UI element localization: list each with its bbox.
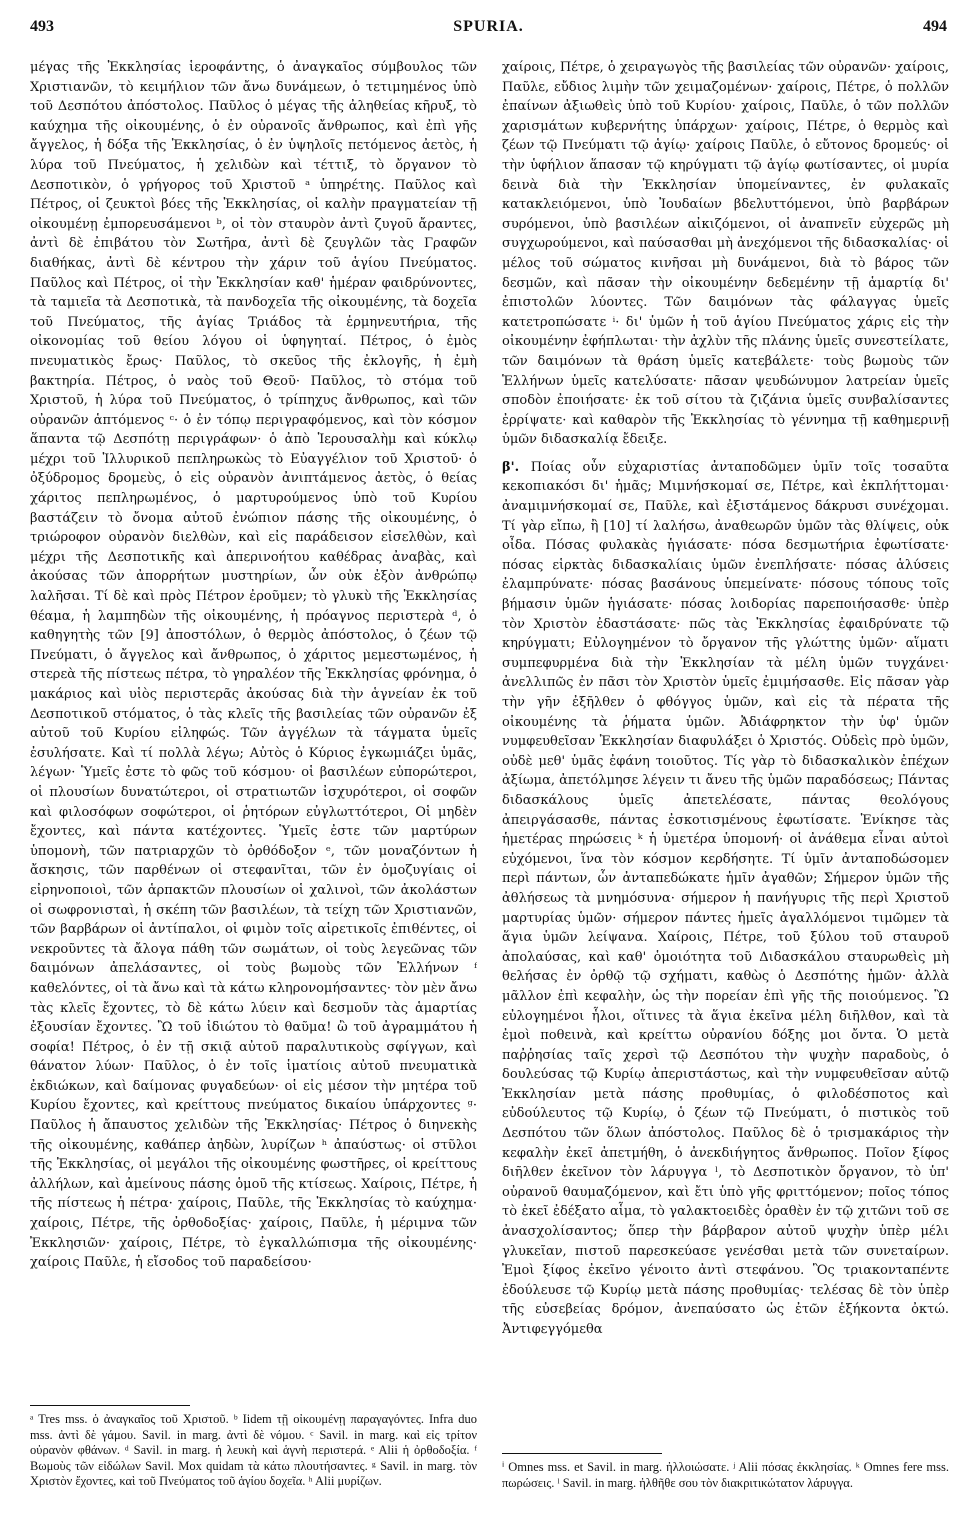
footnote-block-right: ⁱ Omnes mss. et Savil. in marg. ἠλλοιώσατε. ʲ Alii πόσας ἐκκλησίας. ᵏ Omnes fere mss. πωρώσεις. ˡ Savil. in marg. ἠλθῆθε σου τὸν διακριτικώτατον λάρυγγα. (502, 1460, 949, 1490)
running-title: SPURIA. (453, 18, 524, 35)
footnotes-right (502, 1460, 949, 1491)
left-page-number: 493 (30, 18, 54, 35)
footnote-rule-left (30, 1405, 190, 1406)
footnotes-left (30, 1412, 477, 1490)
right-paragraph-2-wrapper (502, 458, 949, 1340)
right-page-number: 494 (923, 18, 947, 35)
section-mark: β'. (502, 459, 520, 475)
right-paragraph-2: Ποίας οὖν εὐχαριστίας ἀνταποδῶμεν ὑμῖν τοῖς τοσαῦτα κεκοπιακόσι δι' ἡμᾶς; Μιμνήσκομαί σε, Πέτρε, καὶ ἐκπλήττομαι· ἀναμιμνήσκομαί σε, Παῦλε, καὶ ἐξιστάμενος δάκρυσι συνέχομαι. Τί γὰρ εἴπω, ἢ [10] τί λαλήσω, ἀναθεωρῶν ὑμῶν τὰς θλίψεις, οὐκ οἶδα. Πόσας φυλακὰς ἡγιάσατε· πόσα δεσμωτήρια ἐφωτίσατε· πόσας εἱρκτὰς διδασκαλίαις ὑμῶν ἐνεπλήσατε· πόσας ἁλύσεις ἐλαμπρύνατε· πόσας βασάνους ὑπεμείνατε· πόσους τόπους τοῖς βήμασιν ὑμῶν ἡγιάσατε· πόσας λοιδορίας παρεποιήσασθε· ὑπὲρ τὸν Χριστὸν ἐδαστάσατε· πῶς τὰς Ἐκκλησίας ἐφαιδρύνατε τῷ κηρύγματι; Εὐλογημένον τὸ ὄργανον τῆς γλώττης ὑμῶν· αἵματι συμπεφυρμένα διὰ τὴν Ἐκκλησίαν τὰ μέλη ὑμῶν τυγχάνει· ἀνελλιπῶς ἐν πᾶσι τὸν Χριστὸν ὑμεῖς ἐμιμήσασθε. Εἰς πᾶσαν γὰρ τὴν γῆν ἐξῆλθεν ὁ φθόγγος ὑμῶν, καὶ εἰς τὰ πέρατα τῆς οἰκουμένης τὰ ῥήματα ὑμῶν. Ἀδιάφρηκτον τὴν ὑφ' ὑμῶν νυμφευθεῖσαν Ἐκκλησίαν διαφυλάξει ὁ Χριστός. Οὐδεὶς πρὸ ὑμῶν, οὐδὲ μεθ' ὑμᾶς ἐφάνη τοιοῦτος. Τίς γὰρ τὸ διδασκαλικὸν ἐπέχων ἀξίωμα, ἀπετόλμησε λέγειν τι ἄνευ τῆς ὑμῶν παραδόσεως; Πάντας διδασκάλους ὑμεῖς ἀπετελέσατε, πάντας θεολόγους ἀπειργάσασθε, πάντας ἐσκοτισμένους ἐφωτίσατε. Ἐνίκησε τὰς ἡμετέρας πηρώσεις ᵏ ἡ ὑμετέρα ὑπομονή· οἱ ἀνάθεμα εἶναι αὐτοὶ εὐχόμενοι, ἵνα τὸν κόσμον κερδήσητε. Τί ὑμῖν ἀνταποδώσομεν περὶ πάντων, ὧν ἀνταπεδώκατε ἡμῖν ἀγαθῶν; Σήμερον ὑμῶν τῆς ἀθλήσεως τὰ μνημόσυνα· σήμερον ἡ πανήγυρις τῆς περὶ Χριστοῦ μαρτυρίας ὑμῶν· σήμερον πάντες ἡμεῖς ἀγαλλόμενοι τιμῶμεν τὰ ἅγια ὑμῶν λείψανα. Χαίροις, Πέτρε, τοῦ ξύλου τοῦ σταυροῦ ἀπολαύσας, καὶ καθ' ὁμοιότητα τοῦ Διδασκάλου σταυρωθεὶς μὴ θελήσας ἐν ὀρθῷ τῷ σχήματι, καθὼς ὁ Δεσπότης ἡμῶν· ἀλλὰ μᾶλλον ἐπὶ κεφαλὴν, ὡς τὴν πορείαν ἐπὶ γῆς τῆς ποιούμενος. Ὢ εὐλογημένοι ἧλοι, οἵτινες τὰ ἅγια ἐκεῖνα μέλη διῆλθον, καὶ τὰ ἐμοὶ ποθεινὰ, καὶ κρείττω οὐρανίου δόξης μοι ὄντα. Ὁ μετὰ παῤῥησίας ταῖς χερσὶ τῷ Δεσπότου τὴν ψυχὴν παραδοὺς, ὁ δουλεύσας τῷ Κυρίῳ ἀπεριστάστως, καὶ τὴν νυμφευθεῖσαν αὐτῷ Ἐκκλησίαν μετὰ πάσης προθυμίας, ὁ φιλοδέσποτος καὶ εὐδούλευτος τῷ Κυρίῳ, ὁ ζέων τῷ Πνεύματι, ὁ πιστικὸς τοῦ Δεσπότου τῶν ὅλων ἀπόστολος. Παῦλος δὲ ὁ τρισμακάριος τὴν κεφαλὴν ἐκεῖ ἀπετμήθη, ὁ ἀνεκδιήγητος ἄνθρωπος. Ποῖον ξίφος διῆλθεν ἐκεῖνον τὸν λάρυγγα ˡ, τὸ Δεσποτικὸν ὄργανον, τὸ ὑπ' οὐρανοῦ θαυμαζόμενον, καὶ ἔτι ὑπὸ γῆς φριττόμενον; ποῖος τόπος τὸ ἐκεῖ ἐδέξατο αἷμα, τὸ γαλακτοειδὲς ὁραθὲν ἐν τῷ χιτῶνι τοῦ σε ἀνασχολίσαντος; ὅπερ τὴν βάρβαρον αὐτοῦ ψυχὴν ὑπὲρ μέλι γλυκεῖαν, πιστοῦ παρεσκεύασε γενέσθαι μετὰ τῶν συνεταίρων. Ἐμοὶ ξίφος ἐκεῖνο γένοιτο ἀντὶ στεφάνου. Ὃς τριακονταπέντε ἐδούλευσε τῷ Κυρίῳ μετὰ πάσης προθυμίας· τελέσας δὲ τὸν ὑπὲρ τῆς εὐσεβείας δρόμον, ἀνεπαύσατο ὡς ἐτῶν ἑξήκοντα ὀκτώ. Ἀντιφεγγόμεθα (502, 459, 949, 1337)
footnote-block-left: ᵃ Tres mss. ὁ ἀναγκαῖος τοῦ Χριστοῦ. ᵇ Iidem τῇ οἰκουμένῃ παραγαγόντες. Infra duo mss. ἀντὶ δὲ γάμου. Savil. in marg. ἀντὶ δὲ νόμου. ᶜ Savil. in marg. καὶ εἰς τρίτον οὐρανὸν φθάνων. ᵈ Savil. in marg. ἡ λευκὴ καὶ ἁγνὴ περιστερά. ᵉ Alii ἡ ὀρθοδοξία. ᶠ Βωμοὺς τῶν εἰδώλων Savil. Mox quidam τὰ κάτω πλουτήσαντες. ᵍ Savil. in marg. τὸν Χριστὸν ἔχοντες, καὶ τοῦ Πνεύματος τοῦ ἁγίου δοχεῖα. ʰ Alii μυρίζων. (30, 1412, 477, 1488)
page-header (30, 8, 947, 38)
right-column (502, 58, 949, 1478)
left-column (30, 58, 477, 1478)
left-column-text: μέγας τῆς Ἐκκλησίας ἱεροφάντης, ὁ ἀναγκαῖος σύμβουλος τῶν Χριστιανῶν, τὸ κειμήλιον τῶν ἄνω δυνάμεων, ὁ τετιμημένος ὑπὸ τοῦ Δεσπότου ἀπόστολος. Παῦλος ὁ μέγας τῆς ἀληθείας κῆρυξ, τὸ καύχημα τῆς οἰκουμένης, ὁ ἐν οὐρανοῖς ἄνθρωπος, καὶ ἐπὶ γῆς ἄγγελος, ἡ δόξα τῆς Ἐκκλησίας, ὁ ἐν ὑψηλοῖς πετόμενος ἀετὸς, ἡ λύρα τοῦ Πνεύματος, ἡ χελιδὼν καὶ τέττιξ, τὸ ὄργανον τὸ Δεσποτικὸν, ὁ γρήγορος τοῦ Χριστοῦ ᵃ ὑπηρέτης. Παῦλος καὶ Πέτρος, οἱ ζευκτοὶ βόες τῆς Ἐκκλησίας, οἱ καλὴν πραγματείαν τῇ οἰκουμένῃ ἐμπορευσάμενοι ᵇ, οἱ τὸν σταυρὸν ἀντὶ ζυγοῦ ἄραντες, ἀντὶ δὲ ἐπιβάτου τὸν Σωτῆρα, ἀντὶ δὲ ζευγλῶν τὰς Γραφῶν διαθήκας, ἀντὶ δὲ κέντρου τὴν χάριν τοῦ ἁγίου Πνεύματος. Παῦλος καὶ Πέτρος, οἱ τὴν Ἐκκλησίαν καθ' ἡμέραν φαιδρύνοντες, τὰ ταμιεῖα τὰ Δεσποτικὰ, τὰ πανδοχεῖα τῆς οἰκουμένης, τὰ δοχεῖα τοῦ Πνεύματος, τῆς ἁγίας Τριάδος τὰ ἑρμηνευτήρια, τῆς οἰκονομίας τοῦ θείου λόγου οἱ ὑφηγηταί. Πέτρος, ὁ ἐμὸς πνευματικὸς ἔρως· Παῦλος, τὸ σκεῦος τῆς ἐκλογῆς, ἡ ἐμὴ βακτηρία. Πέτρος, ὁ ναὸς τοῦ Θεοῦ· Παῦλος, τὸ στόμα τοῦ Χριστοῦ, ἡ λύρα τοῦ Πνεύματος, ὁ τρίπηχυς ἄνθρωπος, καὶ τῶν οὐρανῶν ἁπτόμενος ᶜ· ὁ ἐν τόπῳ περιγραφόμενος, καὶ τὸν κόσμον ἅπαντα τῷ Δεσπότῃ περιγράφων· ὁ ἀπὸ Ἱερουσαλὴμ καὶ κύκλῳ μέχρι τοῦ Ἰλλυρικοῦ πεπληρωκὼς τὸ Εὐαγγέλιον τοῦ Χριστοῦ· ὁ ὀξύδρομος δρομεὺς, ὁ εἰς οὐρανὸν ἀνιπτάμενος ἀετὸς, ὁ θείας χάριτος πεπληρωμένος, ὁ μαρτυρούμενος ὑπὸ τοῦ Κυρίου βαστάζειν τὸ ὄνομα αὐτοῦ ἐνώπιον πάσης τῆς οἰκουμένης, ὁ τριώροφον οὐρανὸν διελθὼν, καὶ εἰς παράδεισον εἰσελθὼν, καὶ μέχρι τῆς Δεσποτικῆς καὶ ἀπερινοήτου καθέδρας ἀναβὰς, καὶ ἀκούσας τῶν ἀπορρήτων μυστηρίων, ὧν οὐκ ἐξὸν ἀνθρώπῳ λαλῆσαι. Τί δὲ καὶ πρὸς Πέτρον ἐροῦμεν; τὸ γλυκὺ τῆς Ἐκκλησίας θέαμα, ἡ λαμπηδὼν τῆς οἰκουμένης, ἡ πρόαγνος περιστερὰ ᵈ, ὁ καθηγητὴς τῶν [9] ἀποστόλων, ὁ θερμὸς ἀπόστολος, ὁ ζέων τῷ Πνεύματι, ὁ ἄγγελος καὶ ἄνθρωπος, ὁ χάριτος μεμεστωμένος, ἡ στερεὰ τῆς πίστεως πέτρα, τὸ γηραλέον τῆς Ἐκκλησίας φρόνημα, ὁ μακάριος καὶ υἱὸς περιστερᾶς ἀκούσας διὰ τὴν ἁγνείαν ἐκ τοῦ Δεσποτικοῦ στόματος, ὁ τὰς κλεῖς τῆς βασιλείας τῶν οὐρανῶν ἐξ αὐτοῦ τοῦ Κυρίου εἰληφώς. Τῶν ἀγγέλων τὰ τάγματα ὑμεῖς ἐσυλήσατε. Καὶ τί πολλὰ λέγω; Αὐτὸς ὁ Κύριος ἐγκωμιάζει ὑμᾶς, λέγων· Ὑμεῖς ἐστε τὸ φῶς τοῦ κόσμου· οἱ βασιλέων εὐπορώτεροι, οἱ πλουσίων δυνατώτεροι, οἱ στρατιωτῶν ἰσχυρότεροι, οἱ σοφῶν καὶ φιλοσόφων σοφώτεροι, οἱ ῥητόρων εὐγλωττότεροι, Οἱ μηδὲν ἔχοντες, καὶ πάντα κατέχοντες. Ὑμεῖς ἐστε τῶν μαρτύρων ὑπομονὴ, τῶν πατριαρχῶν τὸ ὀρθόδοξον ᵉ, τῶν μοναζόντων ἡ ἄσκησις, τῶν παρθένων οἱ στεφανῖται, τῶν ἐν ὁμοζυγίαις οἱ εἰρηνοποιοὶ, τῶν ἁρπακτῶν πλουσίων οἱ χαλινοὶ, τῶν ἀκολάστων οἱ σωφρονισταὶ, ἡ σκέπη τῶν βασιλέων, τὰ τείχη τῶν Χριστιανῶν, τῶν βαρβάρων οἱ ἀντίπαλοι, οἱ φιμὸν τοῖς αἱρετικοῖς ἐπιθέντες, οἱ νεκροῦντες τὰ ἄλογα πάθη τῶν σωμάτων, οἱ τοὺς λεγεῶνας τῶν δαιμόνων ἀπελάσαντες, οἱ τοὺς βωμοὺς τῶν Ἑλλήνων ᶠ καθελόντες, οἱ τὰ ἄνω καὶ τὰ κάτω κληρονομήσαντες· τὸν μὲν ἄνω τὰς κλεῖς ἔχοντες, τὸ δὲ κάτω λύειν καὶ δεσμοῦν τὰς ἁμαρτίας ἐξουσίαν ἔχοντες. Ὢ τοῦ ἰδιώτου τὸ θαῦμα! ὢ τοῦ ἀγραμμάτου ἡ σοφία! Πέτρος, ὁ ἐν τῇ σκιᾷ αὐτοῦ παραλυτικοὺς σφίγγων, καὶ θάνατον λύων· Παῦλος, ὁ ἐν τοῖς ἱματίοις αὐτοῦ πνευματικὰ ἐκδιώκων, καὶ δαίμονας φυγαδεύων· οἱ εἰς μέσον τὴν μητέρα τοῦ Κυρίου ἔχοντες, καὶ κρείττους πνεύματος δικαίου ὑπάρχοντες ᵍ· Παῦλος ἡ ἄπαυστος χελιδὼν τῆς Ἐκκλησίας· Πέτρος ὁ διηνεκὴς τῆς οἰκουμένης, καθάπερ ἀηδὼν, λυρίζων ʰ ἀπαύστως· οἱ στῦλοι τῆς Ἐκκλησίας, οἱ μεγάλοι τῆς οἰκουμένης φωστῆρες, οἱ κρείττους ἀλλήλων, καὶ ἀμείνους πάσης ὁμοῦ τῆς κτίσεως. Χαίροις, Πέτρε, ἡ τῆς πίστεως ἡ πέτρα· χαίροις, Παῦλε, τῆς Ἐκκλησίας τὸ καύχημα· χαίροις, Πέτρε, τῆς ὀρθοδοξίας· χαίροις, Παῦλε, ἡ μέριμνα τῶν Ἐκκλησιῶν· χαίροις, Πέτρε, τὸ ἐγκαλλώπισμα τῆς οἰκουμένης· χαίροις Παῦλε, ἡ εἴσοδος τοῦ παραδείσου· (30, 60, 477, 1271)
right-paragraph-1: χαίροις, Πέτρε, ὁ χειραγωγὸς τῆς βασιλείας τῶν οὐρανῶν· χαίροις, Παῦλε, εὔδιος λιμὴν τῶν χειμαζομένων· χαίροις, Πέτρε, ὁ πολλῶν ἐπαίνων ἀξιωθεὶς ὑπὸ τοῦ Κυρίου· χαίροις, Παῦλε, ὁ τῶν πολλῶν χαρισμάτων κυβερνήτης ὑπάρχων· χαίροις, Πέτρε, ὁ θερμὸς καὶ ζέων τῷ Πνεύματι τῷ ἁγίῳ· χαίροις Παῦλε, ὁ εὔτονος δρομεύς· οἱ τὴν ὑφήλιον ἅπασαν τῷ κηρύγματι τῷ ἁγίῳ φωτίσαντες, οἱ μυρία δεινὰ διὰ τὴν Ἐκκλησίαν ὑπομείναντες, ἐν φυλακαῖς κατακλειόμενοι, ὑπὸ Ἰουδαίων βδελυττόμενοι, ὑπὸ βαρβάρων συρόμενοι, ὑπὸ βασιλέων αἰκιζόμενοι, οἱ ἀναπνεῖν εὐχερῶς μὴ συγχωρούμενοι, καὶ παύσασθαι μὴ ἀνεχόμενοι τῆς διδασκαλίας· οἱ μέλος τοῦ σώματος κινῆσαι μὴ δυνάμενοι, διὰ τὸ βάρος τῶν δεσμῶν, καὶ πᾶσαν τὴν οἰκουμένην δεδεμένην τῇ ἁμαρτίᾳ δι' ἐπιστολῶν λύοντες. Τῶν δαιμόνων τὰς φάλαγγας ὑμεῖς κατετροπώσατε ⁱ· δι' ὑμῶν ἡ τοῦ ἁγίου Πνεύματος χάρις εἰς τὴν οἰκουμένην ἐφήπλωται· τὴν ἀχλὺν τῆς πλάνης ὑμεῖς συνεστείλατε, τῶν δαιμόνων τὰ θράση ὑμεῖς κατεβάλετε· τοὺς βωμοὺς τῶν Ἑλλήνων ὑμεῖς κατελύσατε· πᾶσαν ψευδώνυμον λατρείαν ὑμεῖς σποδὸν ἐποιήσατε· ἐκ τοῦ σίτου τὰ ζιζάνια ὑμεῖς συνβαλίσαντες ἐρρίψατε· καὶ καθαρὸν τῆς Ἐκκλησίας τὸ γέννημα τῇ καθημερινῇ ὑμῶν διδασκαλίᾳ ἔδειξε. (502, 60, 949, 448)
footnote-rule-right (502, 1453, 662, 1454)
